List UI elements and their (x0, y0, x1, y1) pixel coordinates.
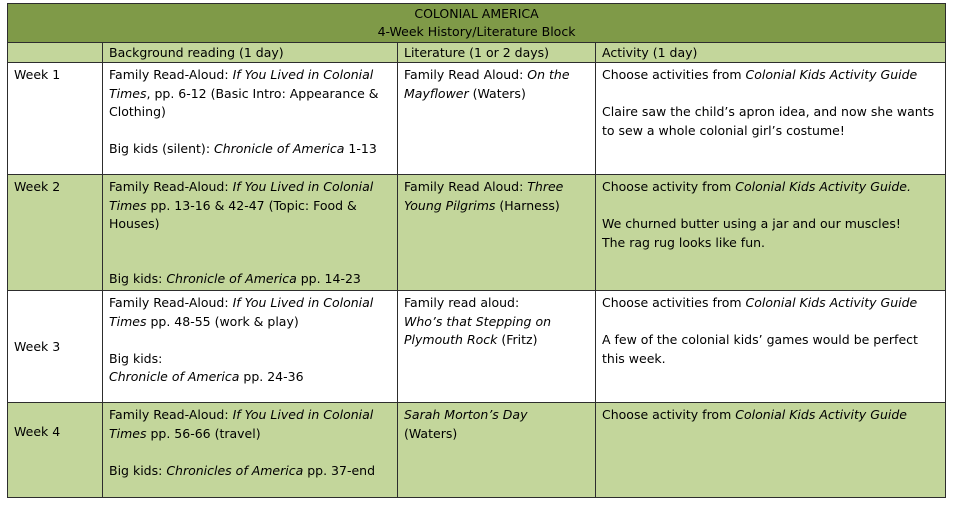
text: pp. 48-55 (work & play) (146, 313, 299, 329)
week-label: Week 4 (8, 403, 103, 498)
header-background-reading: Background reading (1 day) (103, 43, 398, 63)
literature-cell (398, 403, 596, 498)
week-label: Week 1 (8, 63, 103, 175)
title-line-1: COLONIAL AMERICA (414, 6, 539, 21)
header-literature: Literature (1 or 2 days) (398, 43, 596, 63)
title-row (8, 4, 946, 43)
text: 1-13 (344, 141, 377, 156)
text: , pp. 6-12 (Basic Intro: Appearance & Clothing) (109, 85, 379, 119)
text: (Waters) (468, 85, 526, 101)
book-title: On the Mayflower (404, 67, 570, 101)
book-title: If You Lived in Colonial Times (109, 295, 374, 329)
header-week (8, 43, 103, 63)
book-title: If You Lived in Colonial Times (109, 179, 374, 213)
title-line-2: 4-Week History/Literature Block (377, 24, 576, 39)
text: Big kids: (109, 270, 167, 286)
background-reading-cell (103, 63, 398, 175)
activity-cell (596, 291, 946, 403)
activity-cell (596, 403, 946, 498)
book-title: Colonial Kids Activity Guide. (735, 179, 911, 194)
text: Choose activity from (602, 179, 736, 194)
literature-cell (398, 291, 596, 403)
text: Family Read Aloud: (404, 179, 528, 194)
text: Big kids (silent): (109, 141, 214, 156)
header-activity: Activity (1 day) (596, 43, 946, 63)
text: Choose activities from (602, 295, 746, 310)
text: pp. 24-36 (239, 369, 304, 384)
table-row-week-2 (8, 175, 946, 291)
activity-cell (596, 175, 946, 291)
background-reading-cell (103, 403, 398, 498)
text: Family Read-Aloud: (109, 179, 233, 194)
book-title: Who’s that Stepping on Plymouth Rock (404, 313, 552, 347)
book-title: Chronicle of America (109, 369, 240, 384)
text: (Harness) (495, 197, 560, 213)
text: pp. 56-66 (travel) (146, 425, 261, 441)
book-title: Colonial Kids Activity Guide (735, 407, 907, 422)
book-title: Chronicle of America (166, 270, 297, 286)
header-row (8, 43, 946, 63)
table-row-week-3 (8, 291, 946, 403)
book-title: Three Young Pilgrims (404, 179, 564, 213)
background-reading-cell (103, 175, 398, 291)
background-reading-cell (103, 291, 398, 403)
book-title: Sarah Morton’s Day (404, 407, 528, 422)
text: Big kids: (109, 350, 163, 366)
book-title: If You Lived in Colonial Times (109, 407, 374, 441)
week-label: Week 3 (8, 291, 103, 403)
text: Family Read-Aloud: (109, 407, 233, 422)
text: Family Read-Aloud: (109, 67, 233, 82)
text: Family Read-Aloud: (109, 295, 233, 310)
text: Choose activities from (602, 67, 746, 82)
text: Choose activity from (602, 407, 736, 422)
book-title: Chronicles of America (166, 462, 304, 478)
text: Family read aloud: (404, 295, 520, 310)
table-title (8, 4, 946, 43)
activity-note: A few of the colonial kids’ games would be perfect this week. (602, 332, 918, 366)
book-title: Colonial Kids Activity Guide (745, 67, 918, 82)
text: (Waters) (404, 425, 458, 441)
book-title: Chronicle of America (214, 141, 345, 156)
table-row-week-4 (8, 403, 946, 498)
activity-note: Claire saw the child’s apron idea, and now she wants to sew a whole colonial girl’s costume! (602, 104, 935, 138)
history-literature-table (7, 3, 946, 498)
literature-cell (398, 175, 596, 291)
text: pp. 37-end (303, 462, 376, 478)
activity-note: We churned butter using a jar and our muscles! (602, 216, 901, 231)
activity-cell (596, 63, 946, 175)
week-label: Week 2 (8, 175, 103, 291)
book-title: If You Lived in Colonial Times (109, 67, 374, 101)
text: Big kids: (109, 462, 167, 478)
text: pp. 14-23 (296, 270, 361, 286)
book-title: Colonial Kids Activity Guide (745, 295, 918, 310)
table-row-week-1 (8, 63, 946, 175)
text: pp. 13-16 & 42-47 (Topic: Food & Houses) (109, 197, 357, 231)
text: (Fritz) (497, 332, 538, 347)
literature-cell (398, 63, 596, 175)
text: Family Read Aloud: (404, 67, 528, 82)
activity-note: The rag rug looks like fun. (602, 234, 766, 250)
